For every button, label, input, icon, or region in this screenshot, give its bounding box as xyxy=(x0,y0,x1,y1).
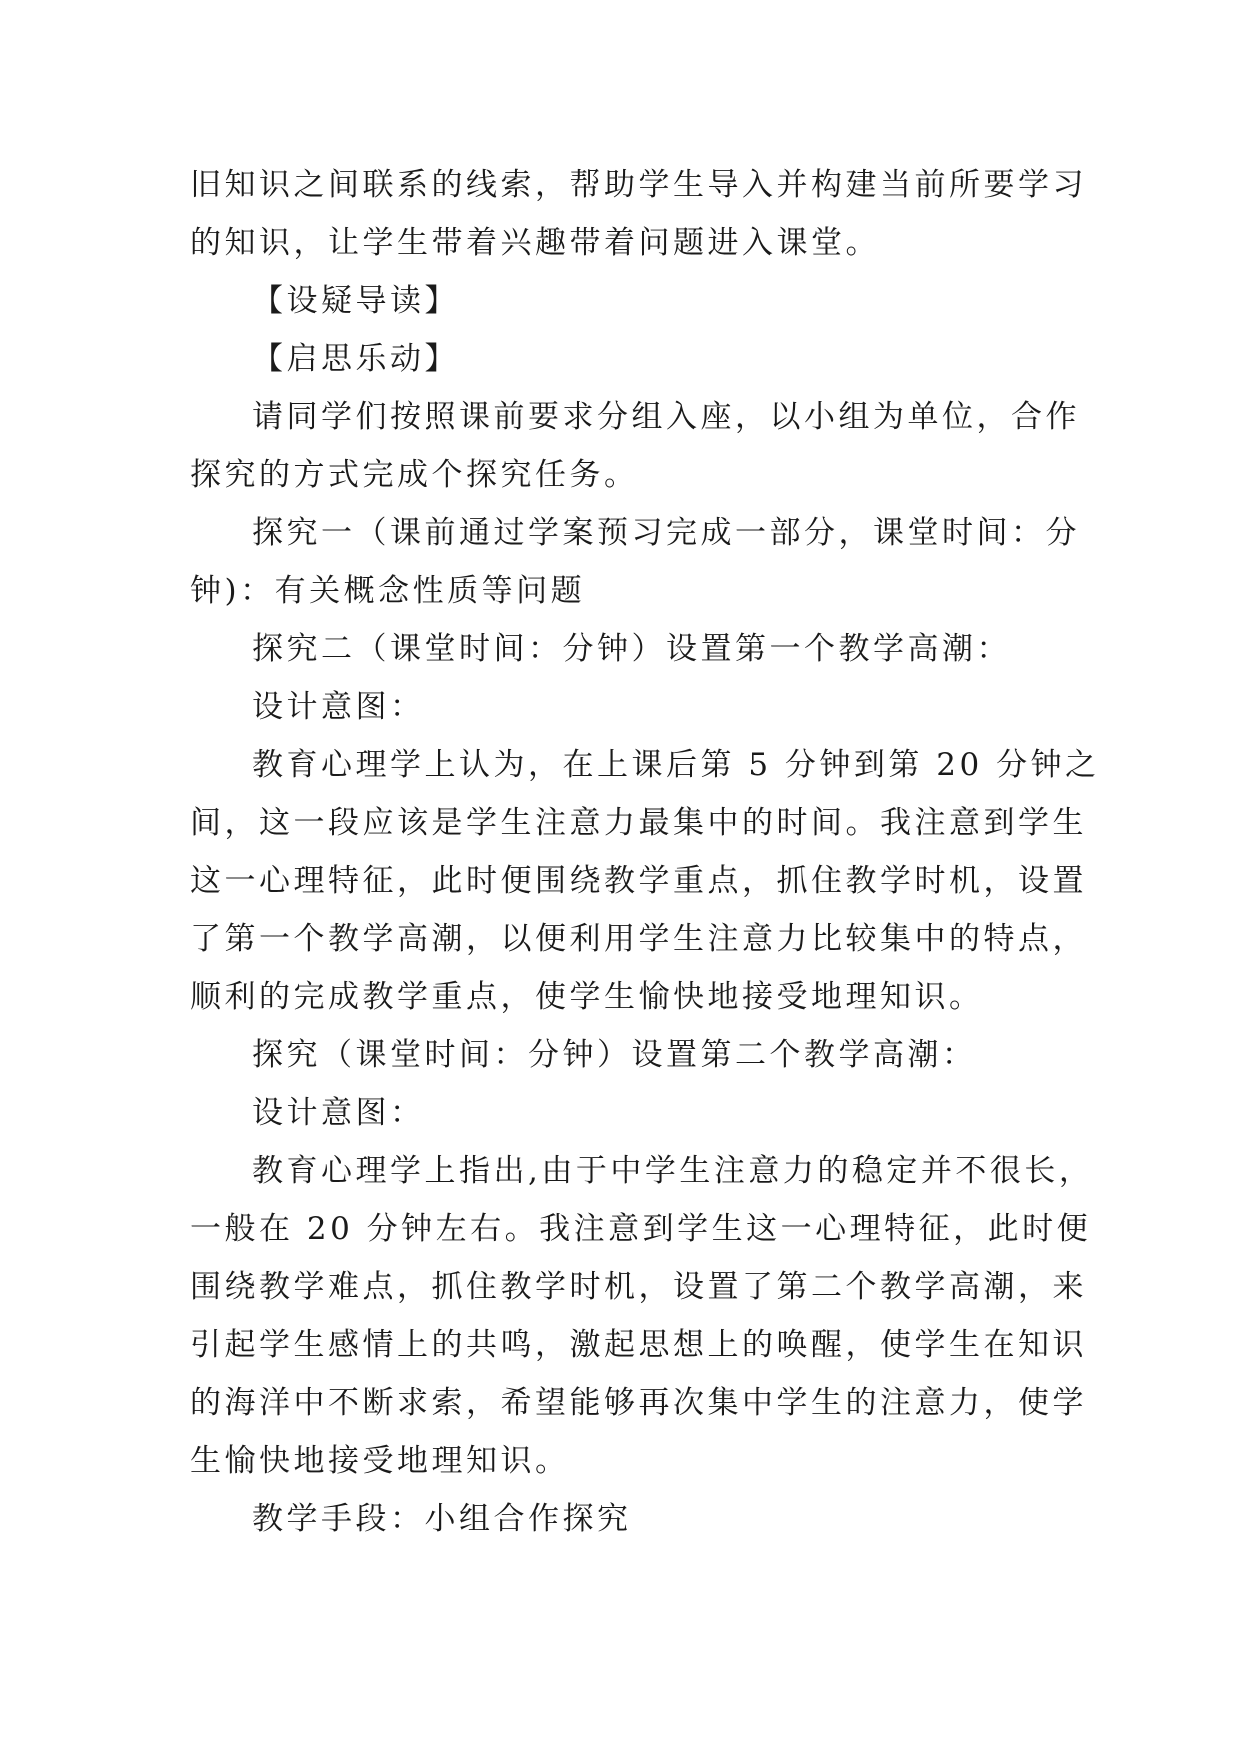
paragraph-line: 探究二（课堂时间：分钟）设置第一个教学高潮： xyxy=(252,631,1011,667)
paragraph-line: 设计意图： xyxy=(252,689,425,725)
paragraph-line: 教育心理学上认为，在上课后第 5 分钟到第 20 分钟之 xyxy=(252,747,1100,783)
section-heading: 【设疑导读】 xyxy=(252,283,459,319)
paragraph-line: 的知识，让学生带着兴趣带着问题进入课堂。 xyxy=(190,225,880,261)
paragraph-line: 生愉快地接受地理知识。 xyxy=(190,1443,570,1479)
paragraph-line: 引起学生感情上的共鸣，激起思想上的唤醒，使学生在知识 xyxy=(190,1327,1087,1363)
section-heading: 【启思乐动】 xyxy=(252,341,459,377)
paragraph-line: 的海洋中不断求索，希望能够再次集中学生的注意力，使学 xyxy=(190,1385,1087,1421)
paragraph-line: 请同学们按照课前要求分组入座，以小组为单位，合作 xyxy=(252,399,1080,435)
paragraph-line: 探究的方式完成个探究任务。 xyxy=(190,457,639,493)
paragraph-line: 探究（课堂时间：分钟）设置第二个教学高潮： xyxy=(252,1037,977,1073)
paragraph-line: 探究一（课前通过学案预习完成一部分，课堂时间：分 xyxy=(252,515,1080,551)
paragraph-line: 一般在 20 分钟左右。我注意到学生这一心理特征，此时便 xyxy=(190,1211,1092,1247)
paragraph-line: 教学手段：小组合作探究 xyxy=(252,1501,632,1537)
paragraph-line: 钟)：有关概念性质等问题 xyxy=(190,573,586,609)
paragraph-line: 间，这一段应该是学生注意力最集中的时间。我注意到学生 xyxy=(190,805,1087,841)
paragraph-line: 围绕教学难点，抓住教学时机，设置了第二个教学高潮，来 xyxy=(190,1269,1087,1305)
paragraph-line: 设计意图： xyxy=(252,1095,425,1131)
paragraph-line: 教育心理学上指出,由于中学生注意力的稳定并不很长， xyxy=(252,1153,1094,1189)
paragraph-line: 这一心理特征，此时便围绕教学重点，抓住教学时机，设置 xyxy=(190,863,1087,899)
document-body xyxy=(190,156,1100,1548)
paragraph-line: 顺利的完成教学重点，使学生愉快地接受地理知识。 xyxy=(190,979,984,1015)
paragraph-line: 了第一个教学高潮，以便利用学生注意力比较集中的特点， xyxy=(190,921,1087,957)
paragraph-line: 旧知识之间联系的线索，帮助学生导入并构建当前所要学习 xyxy=(190,167,1087,203)
